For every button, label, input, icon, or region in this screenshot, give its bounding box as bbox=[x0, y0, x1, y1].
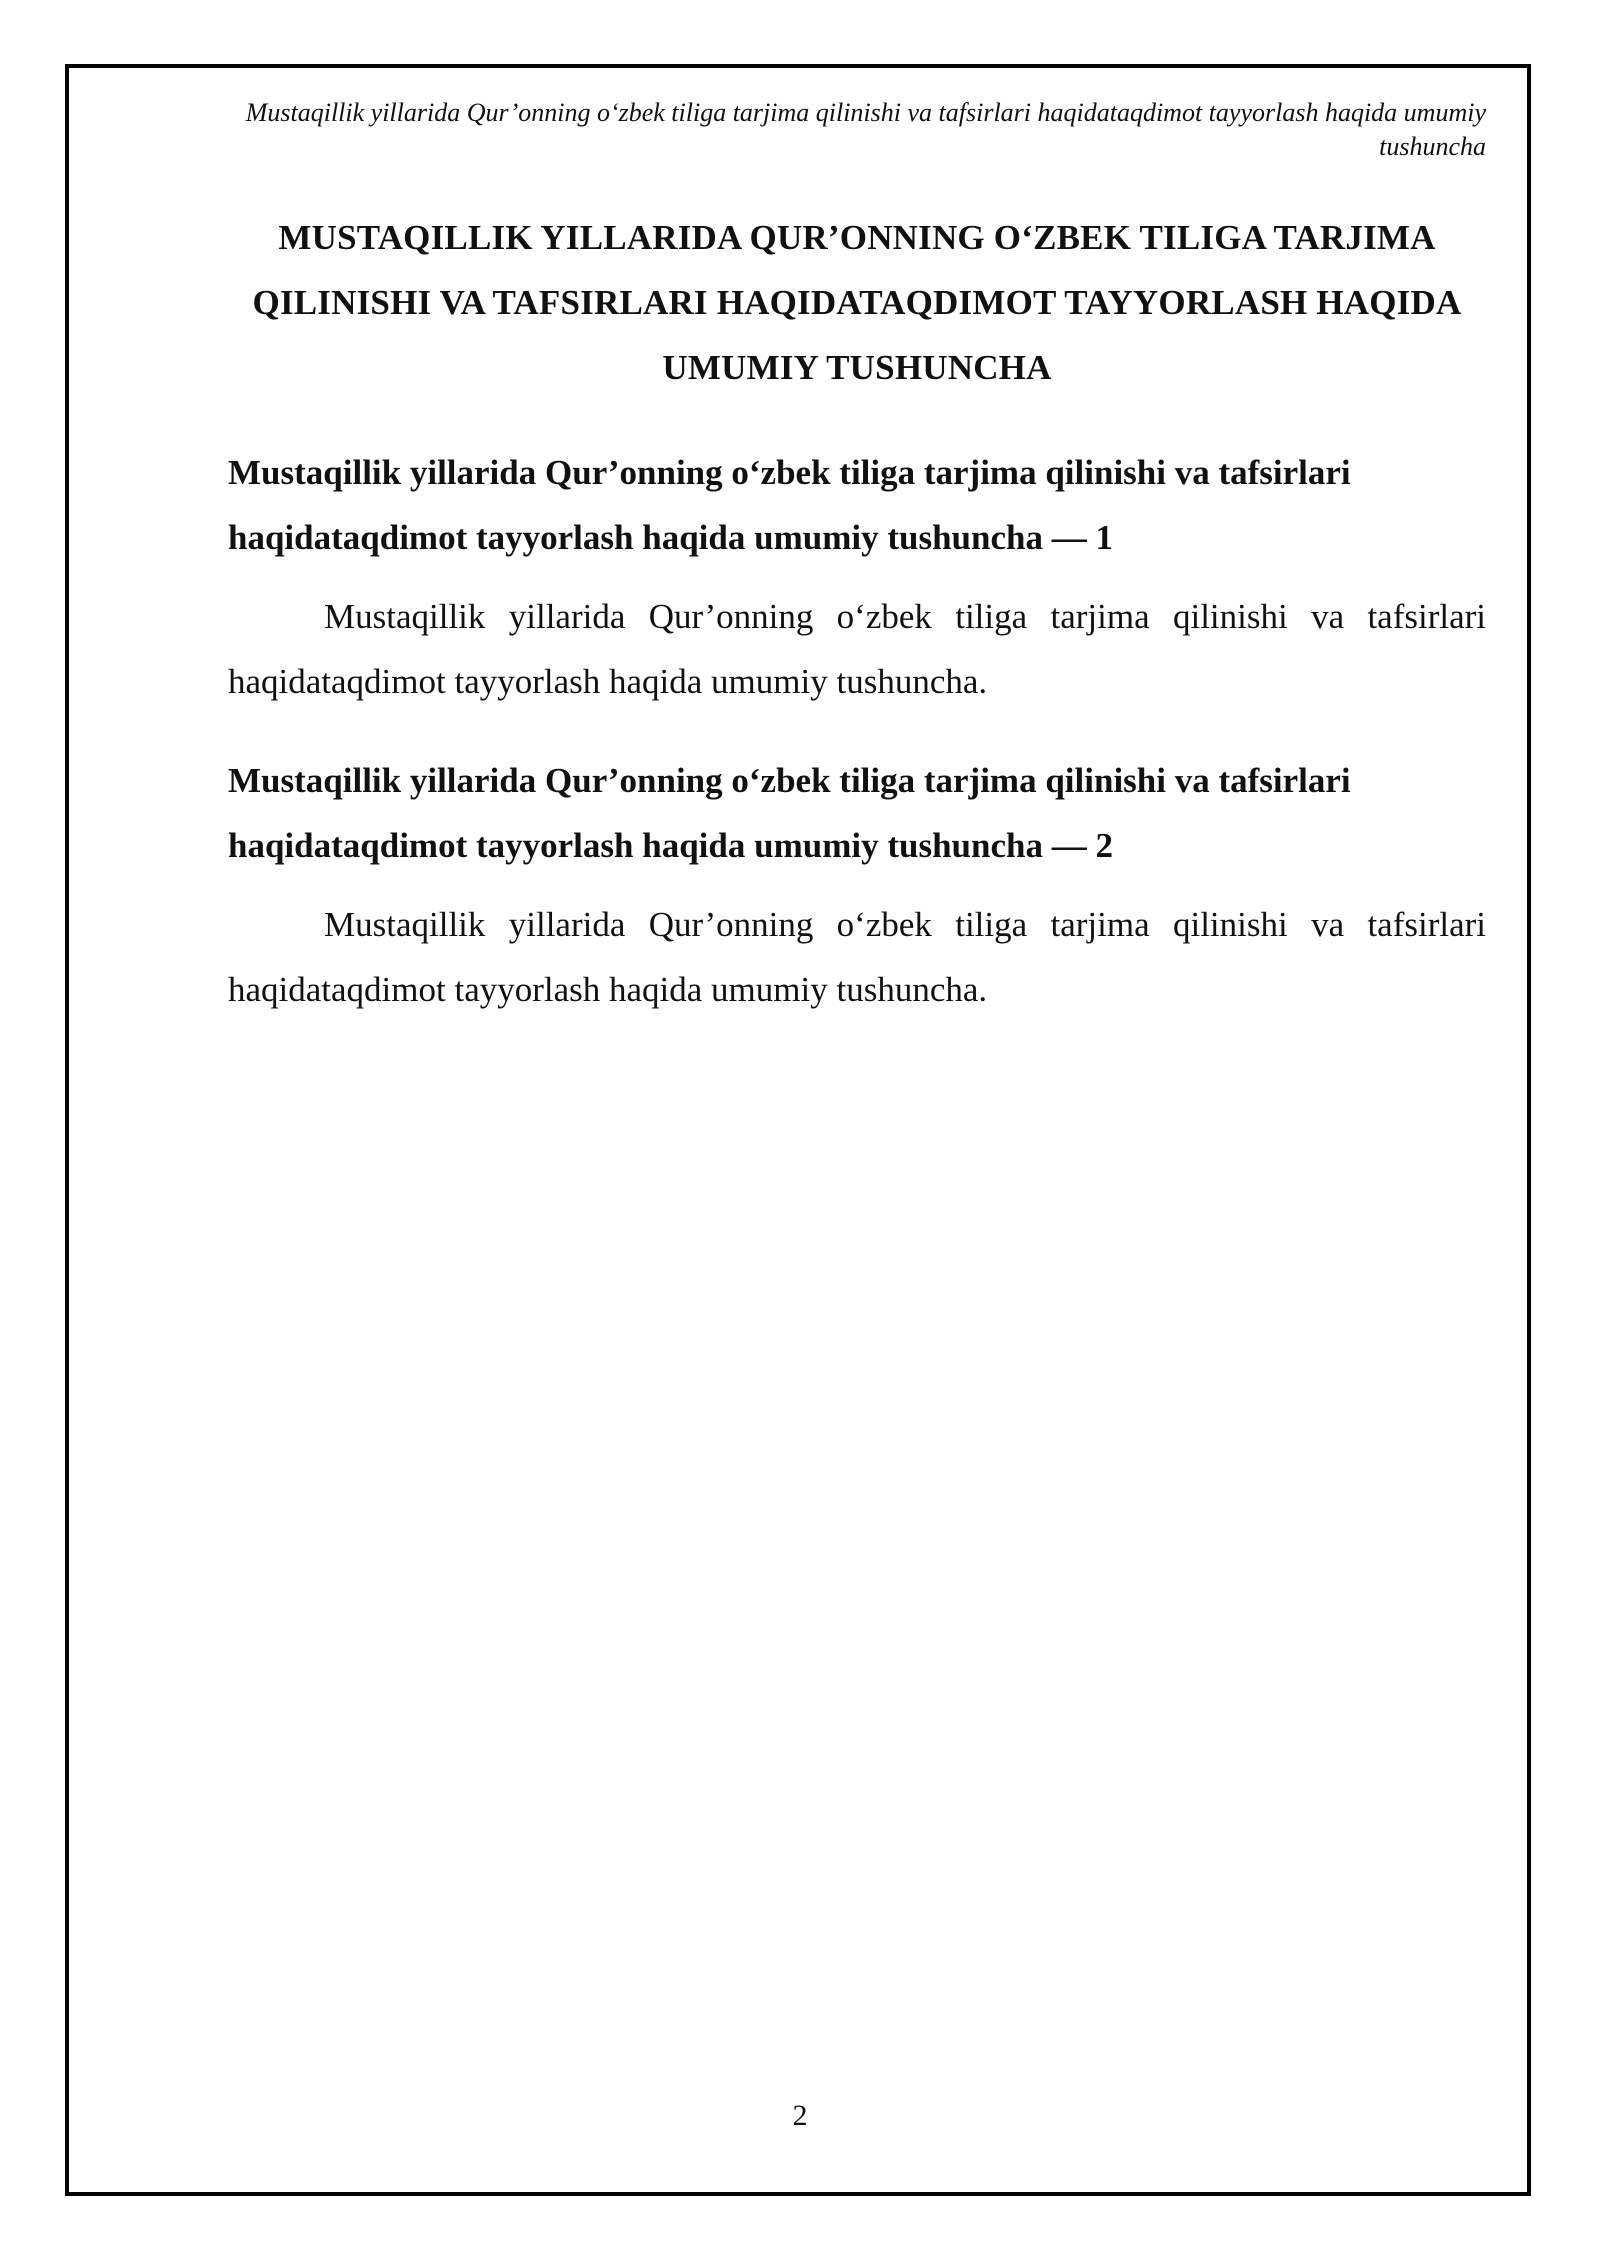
section-1-heading: Mustaqillik yillarida Qur’onning o‘zbek tiliga tarjima qilinishi va tafsirlari haqidataqdimot tayyorlash haqida umumiy tushuncha — 1 bbox=[228, 453, 1351, 557]
section-2-body: Mustaqillik yillarida Qur’onning o‘zbek tiliga tarjima qilinishi va tafsirlari haqidataqdimot tayyorlash haqida umumiy tushuncha. bbox=[228, 905, 1486, 1009]
page-title: MUSTAQILLIK YILLARIDA QUR’ONNING O‘ZBEK TILIGA TARJIMA QILINISHI VA TAFSIRLARI HAQIDATAQDIMOT TAYYORLASH HAQIDA UMUMIY TUSHUNCHA bbox=[252, 218, 1462, 387]
section-2-heading: Mustaqillik yillarida Qur’onning o‘zbek tiliga tarjima qilinishi va tafsirlari haqidataqdimot tayyorlash haqida umumiy tushuncha — 2 bbox=[228, 761, 1351, 865]
section-2 bbox=[228, 748, 1486, 1022]
section-1-body: Mustaqillik yillarida Qur’onning o‘zbek tiliga tarjima qilinishi va tafsirlari haqidataqdimot tayyorlash haqida umumiy tushuncha. bbox=[228, 597, 1486, 701]
running-header: Mustaqillik yillarida Qur’onning o‘zbek tiliga tarjima qilinishi va tafsirlari haqidataqdimot tayyorlash haqida umumiy tushuncha bbox=[245, 98, 1486, 161]
section-1 bbox=[228, 440, 1486, 714]
page-number: 2 bbox=[792, 2099, 808, 2132]
